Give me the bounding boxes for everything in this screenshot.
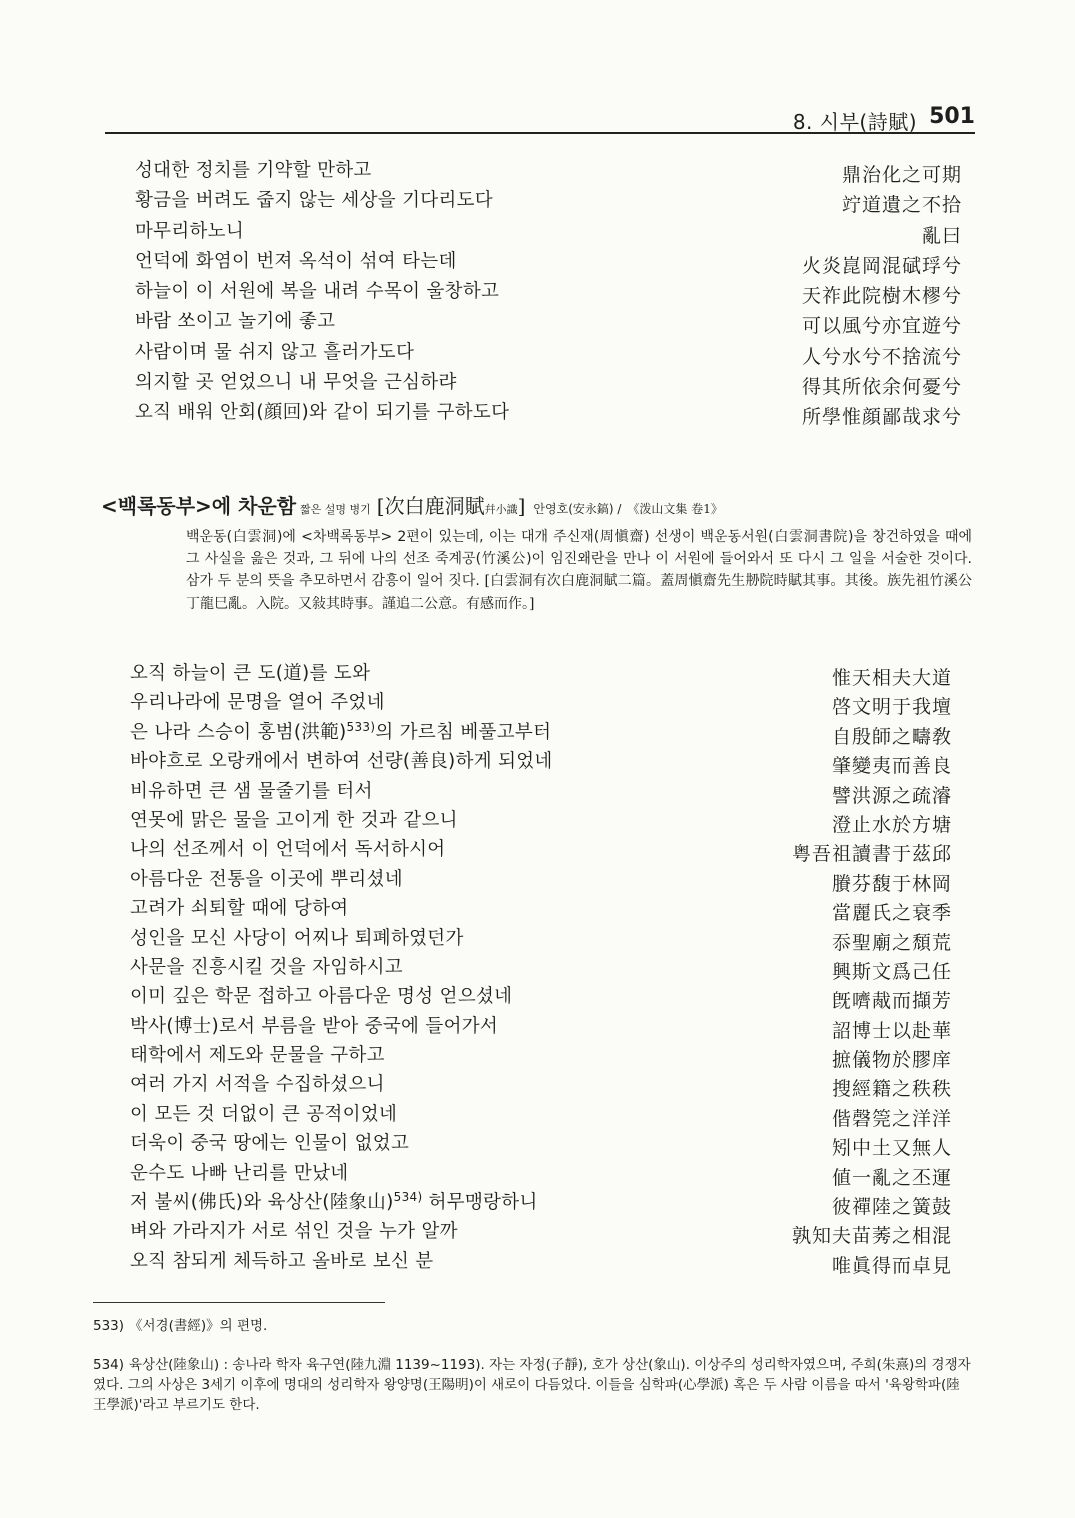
classical-original: 摭儀物於膠庠 bbox=[831, 1049, 952, 1072]
footnote-rule bbox=[93, 1302, 385, 1303]
korean-translation: 운수도 나빠 난리를 만났네 bbox=[130, 1162, 349, 1184]
poem-line bbox=[130, 982, 960, 1011]
korean-translation: 성대한 정치를 기약할 만하고 bbox=[135, 160, 372, 181]
poem-line bbox=[135, 307, 970, 337]
classical-original: 矧中土又無人 bbox=[831, 1137, 952, 1160]
classical-original: 自殷師之疇敎 bbox=[831, 725, 952, 748]
poem-line bbox=[135, 398, 970, 428]
classical-original: 澄止水於方塘 bbox=[831, 813, 952, 836]
poem-line bbox=[130, 688, 960, 717]
running-header bbox=[105, 104, 975, 134]
footnote-number: 534) bbox=[93, 1357, 125, 1373]
intro-korean: 백운동(白雲洞)에 <차백록동부> 2편이 있는데, 이는 대개 주신재(周愼齋) 선생이 백운동서원(白雲洞書院)을 창건하였을 때에 그 사실을 읊은 것과, 그 뒤에 나의 선조 죽계공(竹溪公)이 임진왜란을 만나 이 서원에 들어와서 또 다시 그 일을 서술한 것이다. 삼가 두 분의 뜻을 추모하면서 감흥이 일어 짓다. bbox=[186, 529, 972, 590]
poem-heading bbox=[101, 490, 723, 519]
classical-original: 亂曰 bbox=[921, 224, 962, 247]
korean-translation: 사문을 진흥시킬 것을 자임하시고 bbox=[130, 956, 403, 978]
classical-original: 賸芬馥于林岡 bbox=[831, 872, 952, 895]
footnote-number: 533) bbox=[93, 1318, 125, 1334]
korean-translation: 더욱이 중국 땅에는 인물이 없었고 bbox=[130, 1133, 410, 1155]
korean-translation: 의지할 곳 얻었으니 내 무엇을 근심하랴 bbox=[135, 372, 457, 394]
korean-translation: 아름다운 전통을 이곳에 뿌리셨네 bbox=[130, 868, 403, 890]
korean-translation: 오직 배워 안회(顔回)와 같이 되기를 구하도다 bbox=[135, 402, 510, 424]
classical-original: 天祚此院樹木樛兮 bbox=[801, 285, 962, 308]
classical-original: 人兮水兮不捨流兮 bbox=[801, 345, 962, 368]
classical-original: 肇變夷而善良 bbox=[831, 755, 952, 778]
korean-translation: 황금을 버려도 줍지 않는 세상을 기다리도다 bbox=[135, 190, 493, 212]
poem-line bbox=[135, 217, 970, 247]
korean-translation: 언덕에 화염이 번져 옥석이 섞여 타는데 bbox=[135, 250, 457, 272]
korean-translation: 이미 깊은 학문 접하고 아름다운 명성 얻으셨네 bbox=[130, 986, 513, 1008]
heading-source: 《泼山文集 卷1》 bbox=[627, 502, 723, 516]
korean-translation: 오직 참되게 체득하고 올바로 보신 분 bbox=[130, 1250, 434, 1272]
korean-translation: 은 나라 스승이 홍범(洪範)$^{533)}$의 가르침 베풀고부터 bbox=[130, 719, 552, 743]
poem-main bbox=[130, 659, 960, 1276]
classical-original: 竚道遺之不拾 bbox=[841, 194, 962, 217]
classical-original: 唯眞得而卓見 bbox=[831, 1254, 952, 1277]
footnote-534 bbox=[93, 1355, 973, 1415]
poem-continuation bbox=[135, 156, 970, 429]
korean-translation: 마무리하노니 bbox=[135, 220, 245, 242]
heading-author: 안영호(安永鎬) / bbox=[533, 502, 622, 516]
poem-line bbox=[130, 659, 960, 688]
footnote-ref: 534) bbox=[393, 1189, 423, 1204]
korean-translation: 바람 쏘이고 놀기에 좋고 bbox=[135, 311, 336, 333]
poem-line bbox=[130, 1100, 960, 1129]
poem-line bbox=[130, 1247, 960, 1276]
classical-original: 惟天相夫大道 bbox=[831, 667, 952, 689]
heading-note: 짧은 설명 병기 bbox=[300, 503, 371, 516]
classical-original: 啓文明于我壇 bbox=[831, 696, 952, 719]
korean-translation: 사람이며 물 쉬지 않고 흘러가도다 bbox=[135, 341, 415, 363]
page-number: 501 bbox=[929, 104, 975, 129]
classical-original: 譬洪源之疏濬 bbox=[831, 784, 952, 807]
classical-original: 當麗氏之衰季 bbox=[831, 902, 952, 925]
classical-original: 偕磬筦之洋洋 bbox=[831, 1107, 952, 1130]
poem-line bbox=[130, 718, 960, 747]
section-title: 8. 시부(詩賦) bbox=[792, 110, 917, 134]
footnote-533 bbox=[93, 1316, 973, 1336]
poem-line bbox=[135, 338, 970, 368]
poem-line bbox=[130, 953, 960, 982]
korean-translation: 태학에서 제도와 문물을 구하고 bbox=[130, 1045, 385, 1067]
poem-line bbox=[135, 247, 970, 277]
classical-original: 搜經籍之秩秩 bbox=[831, 1078, 952, 1101]
classical-original: 火炎崑岡混碔琈兮 bbox=[801, 254, 962, 277]
korean-translation: 우리나라에 문명을 열어 주었네 bbox=[130, 692, 385, 714]
poem-line bbox=[130, 1129, 960, 1158]
classical-original: 詔博士以赴華 bbox=[831, 1019, 952, 1042]
intro-paragraph bbox=[186, 526, 972, 615]
poem-line bbox=[130, 865, 960, 894]
korean-translation: 벼와 가라지가 서로 섞인 것을 누가 알까 bbox=[130, 1221, 458, 1243]
korean-translation: 비유하면 큰 샘 물줄기를 터서 bbox=[130, 780, 373, 802]
classical-original: 値一亂之丕運 bbox=[831, 1166, 952, 1189]
poem-line bbox=[130, 894, 960, 923]
korean-translation: 이 모든 것 더없이 큰 공적이었네 bbox=[130, 1103, 398, 1125]
korean-translation: 여러 가지 서적을 수집하셨으니 bbox=[130, 1074, 385, 1096]
poem-line bbox=[135, 277, 970, 307]
classical-original: 孰知夫苗莠之相混 bbox=[791, 1225, 952, 1248]
poem-line bbox=[130, 1188, 960, 1217]
poem-line bbox=[130, 924, 960, 953]
poem-line bbox=[130, 747, 960, 776]
footnote-text: 육상산(陸象山) : 송나라 학자 육구연(陸九淵 1139~1193). 자는 자정(子靜), 호가 상산(象山). 이상주의 성리학자였으며, 주희(朱熹)의 경쟁자였다. 그의 사상은 3세기 이후에 명대의 성리학자 왕양명(王陽明)이 새로이 다듬었다. 이들을 심학파(心學派) 혹은 두 사람 이름을 따서 '육왕학파(陸王學派)'라고 부르기도 한다. bbox=[93, 1357, 971, 1413]
heading-hanja-small: 幷小識 bbox=[484, 503, 518, 516]
footnote-text: 《서경(書經)》의 편명. bbox=[129, 1318, 268, 1334]
classical-original: 忝聖廟之頹荒 bbox=[831, 931, 952, 954]
poem-line bbox=[135, 186, 970, 216]
poem-line bbox=[130, 835, 960, 864]
classical-original: 興斯文爲己任 bbox=[831, 960, 952, 983]
korean-translation: 성인을 모신 사당이 어찌나 퇴폐하였던가 bbox=[130, 927, 464, 949]
korean-translation: 연못에 맑은 물을 고이게 한 것과 같으니 bbox=[130, 809, 458, 831]
classical-original: 彼禪陸之簧鼓 bbox=[831, 1196, 952, 1219]
poem-line bbox=[130, 1041, 960, 1070]
korean-translation: 나의 선조께서 이 언덕에서 독서하시어 bbox=[130, 839, 446, 861]
heading-title: <백록동부>에 차운함 bbox=[101, 494, 297, 518]
poem-line bbox=[130, 806, 960, 835]
korean-translation: 박사(博士)로서 부름을 받아 중국에 들어가서 bbox=[130, 1015, 499, 1037]
classical-original: 所學惟顔鄙哉求兮 bbox=[801, 406, 962, 429]
korean-translation: 저 불씨(佛氏)와 육상산(陸象山)$^{534)}$ 허무맹랑하니 bbox=[130, 1189, 538, 1214]
korean-translation: 하늘이 이 서원에 복을 내려 수목이 울창하고 bbox=[135, 281, 500, 303]
poem-line bbox=[135, 156, 970, 186]
intro-classical: [白雲洞有次白鹿洞賦二篇。蓋周愼齋先生刱院時賦其事。其後。族先祖竹溪公丁龍巳亂。入院。又敍其時事。謹追二公意。有感而作。] bbox=[186, 573, 972, 612]
poem-line bbox=[130, 1070, 960, 1099]
poem-line bbox=[130, 1012, 960, 1041]
korean-translation: 오직 하늘이 큰 도(道)를 도와 bbox=[130, 663, 371, 684]
classical-original: 可以風兮亦宜遊兮 bbox=[801, 315, 962, 338]
classical-original: 旣嚌胾而擷芳 bbox=[831, 990, 952, 1013]
footnote-ref: 533) bbox=[346, 719, 376, 734]
korean-translation: 고려가 쇠퇴할 때에 당하여 bbox=[130, 898, 349, 920]
poem-line bbox=[130, 1217, 960, 1246]
poem-line bbox=[130, 777, 960, 806]
heading-hanja-close: ] bbox=[517, 494, 526, 518]
poem-line bbox=[130, 1159, 960, 1188]
classical-original: 鼎治化之可期 bbox=[841, 164, 962, 186]
classical-original: 粤吾祖讀書于茲邱 bbox=[791, 843, 952, 866]
korean-translation: 바야흐로 오랑캐에서 변하여 선량(善良)하게 되었네 bbox=[130, 751, 553, 773]
classical-original: 得其所依余何憂兮 bbox=[801, 376, 962, 399]
poem-line bbox=[135, 368, 970, 398]
heading-hanja: [次白鹿洞賦 bbox=[376, 494, 485, 518]
